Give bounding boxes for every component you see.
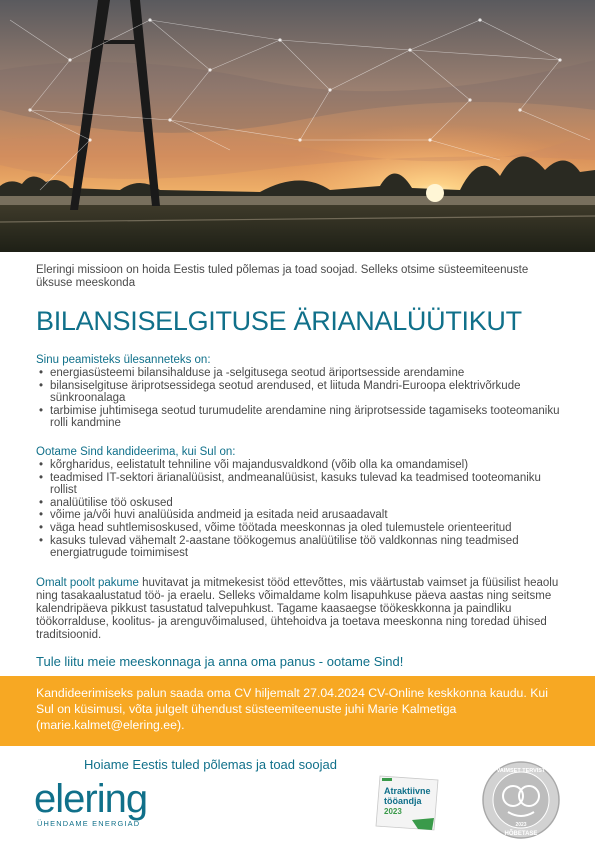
hero-image xyxy=(0,0,595,252)
attractive-employer-badge xyxy=(372,772,446,836)
job-ad-content xyxy=(36,264,561,669)
requirements-heading: Ootame Sind kandideerima, kui Sul on: xyxy=(36,445,236,458)
offer-text: huvitavat ja mitmekesist tööd ettevõttes, mis väärtustab vaimset ja füüsilist heaolu ning tasakaalustatud töö- ja eraelu. Selleks võimaldame kolm lisapuhkuse päeva aastas ning seitsme kalendripäeva pikkust tasustatud talvepuhkust. Tagame kaasaegse töökeskkonna ja paindliku töökorralduse, koolitus- ja arenguvõimalused, ühtehoidva ja toetava meeskonna ning toredad ühised traditsioonid. xyxy=(36,576,559,641)
list-item: • teadmised IT-sektori ärianalüüsist, andmeanalüüsist, kasuks tulevad ka teadmised tooteomaniku rollist xyxy=(36,472,561,497)
mental-health-silver-badge xyxy=(478,760,564,840)
list-item: • väga head suhtlemisoskused, võime töötada meeskonnas ja oled tulemustele orienteeritud xyxy=(36,522,561,535)
badge-employer-bottom: tööandja xyxy=(384,796,422,806)
elering-logo xyxy=(34,777,164,828)
list-item: • energiasüsteemi bilansihalduse ja -selgitusega seotud äriportsesside arendamine xyxy=(36,367,561,380)
list-item: • bilansiselgituse äriprotsessidega seotud arendused, et liituda Mandri-Euroopa elektrivõrkude sünkroonalaga xyxy=(36,380,561,405)
list-item: • tarbimise juhtimisega seotud turumudelite arendamine ning äriprotsesside tagamiseks tooteomaniku rolli kandmine xyxy=(36,405,561,430)
list-item: • võime ja/või huvi analüüsida andmeid ja esitada neid arusaadavalt xyxy=(36,509,561,522)
badge-employer-year: 2023 xyxy=(384,807,402,816)
badge-health-year: 2023 xyxy=(515,822,527,828)
application-banner xyxy=(0,676,595,746)
list-item: • analüütilise töö oskused xyxy=(36,497,561,510)
offer-lead: Omalt poolt pakume xyxy=(36,576,139,589)
silver-seal-icon xyxy=(478,760,564,840)
requirements-section xyxy=(36,446,561,560)
duties-heading: Sinu peamisteks ülesanneteks on: xyxy=(36,354,211,366)
list-item: • kasuks tulevad vähemalt 2-aastane töökogemus analüütilise töö valdkonnas ning teadmised energiatrugude toimimisest xyxy=(36,535,561,560)
intro-text: Eleringi missioon on hoida Eestis tuled põlemas ja toad soojad. Selleks otsime süsteemiteenuste üksuse meeskonda xyxy=(36,264,529,289)
badge-employer-top: Atraktiivne xyxy=(384,786,431,796)
duties-section xyxy=(36,354,561,430)
call-to-action: Tule liitu meie meeskonnaga ja anna oma panus - ootame Sind! xyxy=(36,653,404,669)
slogan: Hoiame Eestis tuled põlemas ja toad soojad xyxy=(84,757,337,772)
offer-paragraph xyxy=(36,577,561,642)
duties-list xyxy=(36,367,561,430)
logo-tagline: ÜHENDAME ENERGIAD xyxy=(37,819,141,828)
list-item: • kõrgharidus, eelistatult tehniline või majandusvaldkond (võib olla ka omandamisel) xyxy=(36,459,561,472)
badge-health-ring-bottom: HÕBETASE xyxy=(504,831,538,837)
application-text: Kandideerimiseks palun saada oma CV hiljemalt 27.04.2024 CV-Online keskkonna kaudu. Kui Sul on küsimusi, võta julgelt ühendust süsteemiteenuste juhi Marie Kalmetiga (marie.kalmet@elering.ee). xyxy=(36,686,548,732)
requirements-list xyxy=(36,459,561,560)
badge-health-ring-top: VAIMSET TERVIST xyxy=(496,768,546,774)
employer-badge-icon xyxy=(372,772,446,836)
logo-wordmark: elering xyxy=(34,777,148,821)
sunset-landscape-illustration xyxy=(0,0,595,252)
job-title: BILANSISELGITUSE ÄRIANALÜÜTIKUT xyxy=(36,306,522,336)
